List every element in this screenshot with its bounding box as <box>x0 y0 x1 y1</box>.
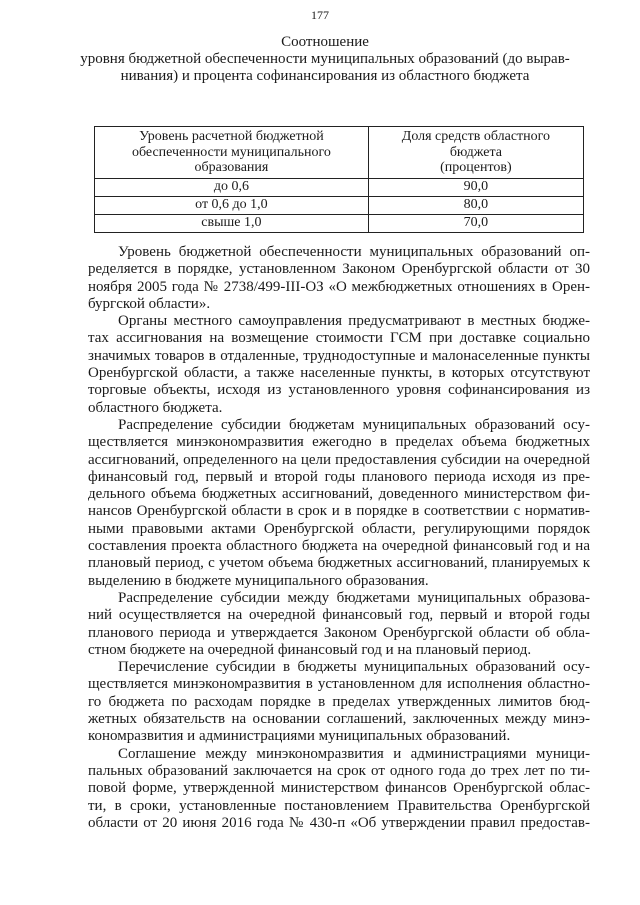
paragraph-line: бургской области». <box>88 295 211 312</box>
header-share: Доля средств областного бюджета (процентов) <box>368 127 583 179</box>
paragraph-line: ными правовыми актами Оренбургской области, регулирующими порядок <box>88 520 590 537</box>
title-line: нивания) и процента софинансирования из областного бюджета <box>120 68 530 84</box>
cell-level: от 0,6 до 1,0 <box>95 196 369 214</box>
paragraph <box>88 659 590 745</box>
table-row <box>95 178 584 196</box>
cell-share: 80,0 <box>368 196 583 214</box>
paragraph-line: Перечисление субсидии в бюджеты муниципальных образований осу- <box>118 659 590 676</box>
paragraph-line: ний осуществляется на очередной финансовый год, первый и второй годы <box>88 607 590 624</box>
paragraph-line: повой форме, утвержденной министерством финансов Оренбургской облас- <box>88 780 590 797</box>
table-row <box>95 196 584 214</box>
paragraph-line: ноября 2005 года № 2738/499-III-ОЗ «О межбюджетных отношениях в Орен- <box>88 278 590 295</box>
paragraph-line: Уровень бюджетной обеспеченности муниципальных образований оп- <box>118 244 590 260</box>
paragraph-line: ти, в сроки, установленные постановлением Правительства Оренбургской <box>88 797 590 814</box>
paragraph-line: Органы местного самоуправления предусматривают в местных бюдже- <box>118 313 590 330</box>
paragraph-line: го бюджета по расходам порядке в пределах утвержденных лимитов бюд- <box>88 693 590 710</box>
cell-share: 90,0 <box>368 178 583 196</box>
paragraph-line: выделению в бюджете муниципального образования. <box>88 572 429 589</box>
paragraph-line: кономразвития и администрациями муниципальных образований. <box>88 728 511 745</box>
paragraph-line: дельного объема бюджетных ассигнований, доведенного министерством фи- <box>88 486 590 503</box>
paragraph-line: тах ассигнования на возмещение стоимости ГСМ при доставке социально <box>88 330 590 347</box>
table-header-row <box>95 127 584 179</box>
paragraph-line: планового периода и утверждается Законом Оренбургской области об обла- <box>88 624 590 641</box>
paragraph-line: нансов Оренбургской области в срок и в порядке в соответствии с норматив- <box>88 503 590 520</box>
paragraph-line: Оренбургской области, а также населенные пункты, в которых отсутствуют <box>88 365 590 382</box>
paragraph-line: ределяется в порядке, установленном Законом Оренбургской области от 30 <box>88 261 590 278</box>
paragraph-line: Распределение субсидии бюджетам муниципальных образований осу- <box>118 416 590 433</box>
paragraph <box>88 313 590 417</box>
title-heading: Соотношение <box>281 34 369 50</box>
cofinancing-table <box>94 126 584 233</box>
body-text <box>88 244 590 832</box>
page-number: 177 <box>311 8 329 22</box>
paragraph <box>88 417 590 590</box>
section-title <box>80 34 570 85</box>
paragraph-line: значимых товаров в отдаленные, труднодоступные и малонаселенные пункты <box>88 347 590 364</box>
paragraph-line: Соглашение между минэкономразвития и администрациями муници- <box>118 745 590 762</box>
paragraph-line: Распределение субсидии между бюджетами муниципальных образова- <box>118 589 590 606</box>
paragraph-line: торговые объекты, исходя из установленного уровня софинансирования из <box>88 382 590 399</box>
paragraph-line: пальных образований заключается на срок от одного года до трех лет по ти- <box>88 762 590 779</box>
paragraph-line: финансовый год, первый и второй годы планового периода исходя из пре- <box>88 468 590 485</box>
header-level: Уровень расчетной бюджетной обеспеченности муниципального образования <box>95 127 369 179</box>
paragraph-line: стном бюджете на очередной финансовый год и на плановый период. <box>88 641 532 658</box>
paragraph <box>88 244 590 313</box>
paragraph-line: областного бюджета. <box>88 399 223 416</box>
paragraph-line: ассигнований, определенного на цели предоставления субсидии на очередной <box>88 451 590 468</box>
paragraph-line: составления проекта областного бюджета на очередной финансовый год и на <box>88 538 590 555</box>
paragraph-line: плановый период, с учетом объема бюджетных ассигнований, планируемых к <box>88 555 590 572</box>
paragraph-line: жетных обязательств на основании соглашений, заключенных между минэ- <box>88 711 590 728</box>
title-line: уровня бюджетной обеспеченности муниципальных образований (до вырав- <box>80 51 570 67</box>
paragraph-line: ществляется минэкономразвития в установленном для исполнения областно- <box>88 676 590 693</box>
paragraph-line: области от 20 июня 2016 года № 430-п «Об утверждении правил предостав- <box>88 814 590 831</box>
paragraph <box>88 590 590 659</box>
paragraph-line: ществляется минэкономразвития ежегодно в пределах объема бюджетных <box>88 434 590 451</box>
table-row <box>95 214 584 232</box>
cell-level: до 0,6 <box>95 178 369 196</box>
cell-level: свыше 1,0 <box>95 214 369 232</box>
paragraph <box>88 746 590 832</box>
cell-share: 70,0 <box>368 214 583 232</box>
